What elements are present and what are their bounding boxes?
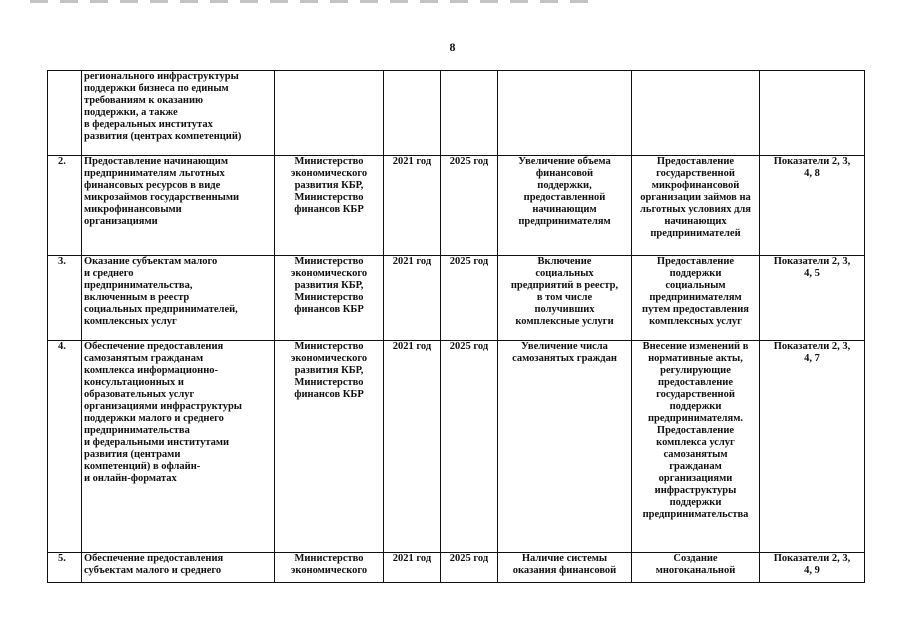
start-year-cell bbox=[384, 71, 441, 156]
description-cell: Создание многоканальной bbox=[632, 553, 760, 583]
table-row bbox=[48, 256, 865, 341]
scan-edge-artifact bbox=[30, 0, 590, 3]
table-row bbox=[48, 156, 865, 256]
end-year-cell bbox=[441, 71, 498, 156]
row-number: 2. bbox=[48, 156, 82, 256]
row-number bbox=[48, 71, 82, 156]
result-cell: Увеличение объема финансовой поддержки, предоставленной начинающим предпринимателям bbox=[498, 156, 632, 256]
end-year-cell: 2025 год bbox=[441, 341, 498, 553]
start-year-cell: 2021 год bbox=[384, 156, 441, 256]
result-cell: Наличие системы оказания финансовой bbox=[498, 553, 632, 583]
description-cell: Предоставление государственной микрофинансовой организации займов на льготных условиях для начинающих предпринимателей bbox=[632, 156, 760, 256]
table-row bbox=[48, 553, 865, 583]
end-year-cell: 2025 год bbox=[441, 553, 498, 583]
page-number: 8 bbox=[449, 40, 456, 54]
row-number: 4. bbox=[48, 341, 82, 553]
description-cell: Предоставление поддержки социальным предпринимателям путем предоставления комплексных услуг bbox=[632, 256, 760, 341]
start-year-cell: 2021 год bbox=[384, 256, 441, 341]
description-cell: Внесение изменений в нормативные акты, регулирующие предоставление государственной поддержки предпринимателям. Предоставление комплекса услуг самозанятым гражданам организациями инфраструктуры поддержки предпринимательства bbox=[632, 341, 760, 553]
executor-cell bbox=[275, 71, 384, 156]
event-cell: Предоставление начинающим предпринимателям льготных финансовых ресурсов в виде микрозаймов государственными микрофинансовыми организациями bbox=[82, 156, 275, 256]
measures-table bbox=[47, 70, 865, 583]
event-cell: Оказание субъектам малого и среднего предпринимательства, включенным в реестр социальных предпринимателей, комплексных услуг bbox=[82, 256, 275, 341]
indicators-cell: Показатели 2, 3, 4, 5 bbox=[760, 256, 865, 341]
row-number: 3. bbox=[48, 256, 82, 341]
start-year-cell: 2021 год bbox=[384, 553, 441, 583]
table-row bbox=[48, 341, 865, 553]
indicators-cell: Показатели 2, 3, 4, 9 bbox=[760, 553, 865, 583]
event-cell: Обеспечение предоставления субъектам малого и среднего bbox=[82, 553, 275, 583]
table-row bbox=[48, 71, 865, 156]
start-year-cell: 2021 год bbox=[384, 341, 441, 553]
row-number: 5. bbox=[48, 553, 82, 583]
indicators-cell: Показатели 2, 3, 4, 8 bbox=[760, 156, 865, 256]
result-cell: Включение социальных предприятий в реестр, в том числе получивших комплексные услуги bbox=[498, 256, 632, 341]
event-cell: Обеспечение предоставления самозанятым гражданам комплекса информационно- консультационных и образовательных услуг организациями инфраструктуры поддержки малого и среднего предпринимательства и федеральными институтами развития (центрами компетенций) в офлайн- и онлайн-форматах bbox=[82, 341, 275, 553]
event-cell: регионального инфраструктуры поддержки бизнеса по единым требованиям к оказанию поддержки, а также в федеральных институтах развития (центрах компетенций) bbox=[82, 71, 275, 156]
indicators-cell: Показатели 2, 3, 4, 7 bbox=[760, 341, 865, 553]
executor-cell: Министерство экономического развития КБР, Министерство финансов КБР bbox=[275, 341, 384, 553]
end-year-cell: 2025 год bbox=[441, 256, 498, 341]
description-cell bbox=[632, 71, 760, 156]
result-cell: Увеличение числа самозанятых граждан bbox=[498, 341, 632, 553]
result-cell bbox=[498, 71, 632, 156]
end-year-cell: 2025 год bbox=[441, 156, 498, 256]
indicators-cell bbox=[760, 71, 865, 156]
executor-cell: Министерство экономического bbox=[275, 553, 384, 583]
executor-cell: Министерство экономического развития КБР, Министерство финансов КБР bbox=[275, 256, 384, 341]
executor-cell: Министерство экономического развития КБР, Министерство финансов КБР bbox=[275, 156, 384, 256]
